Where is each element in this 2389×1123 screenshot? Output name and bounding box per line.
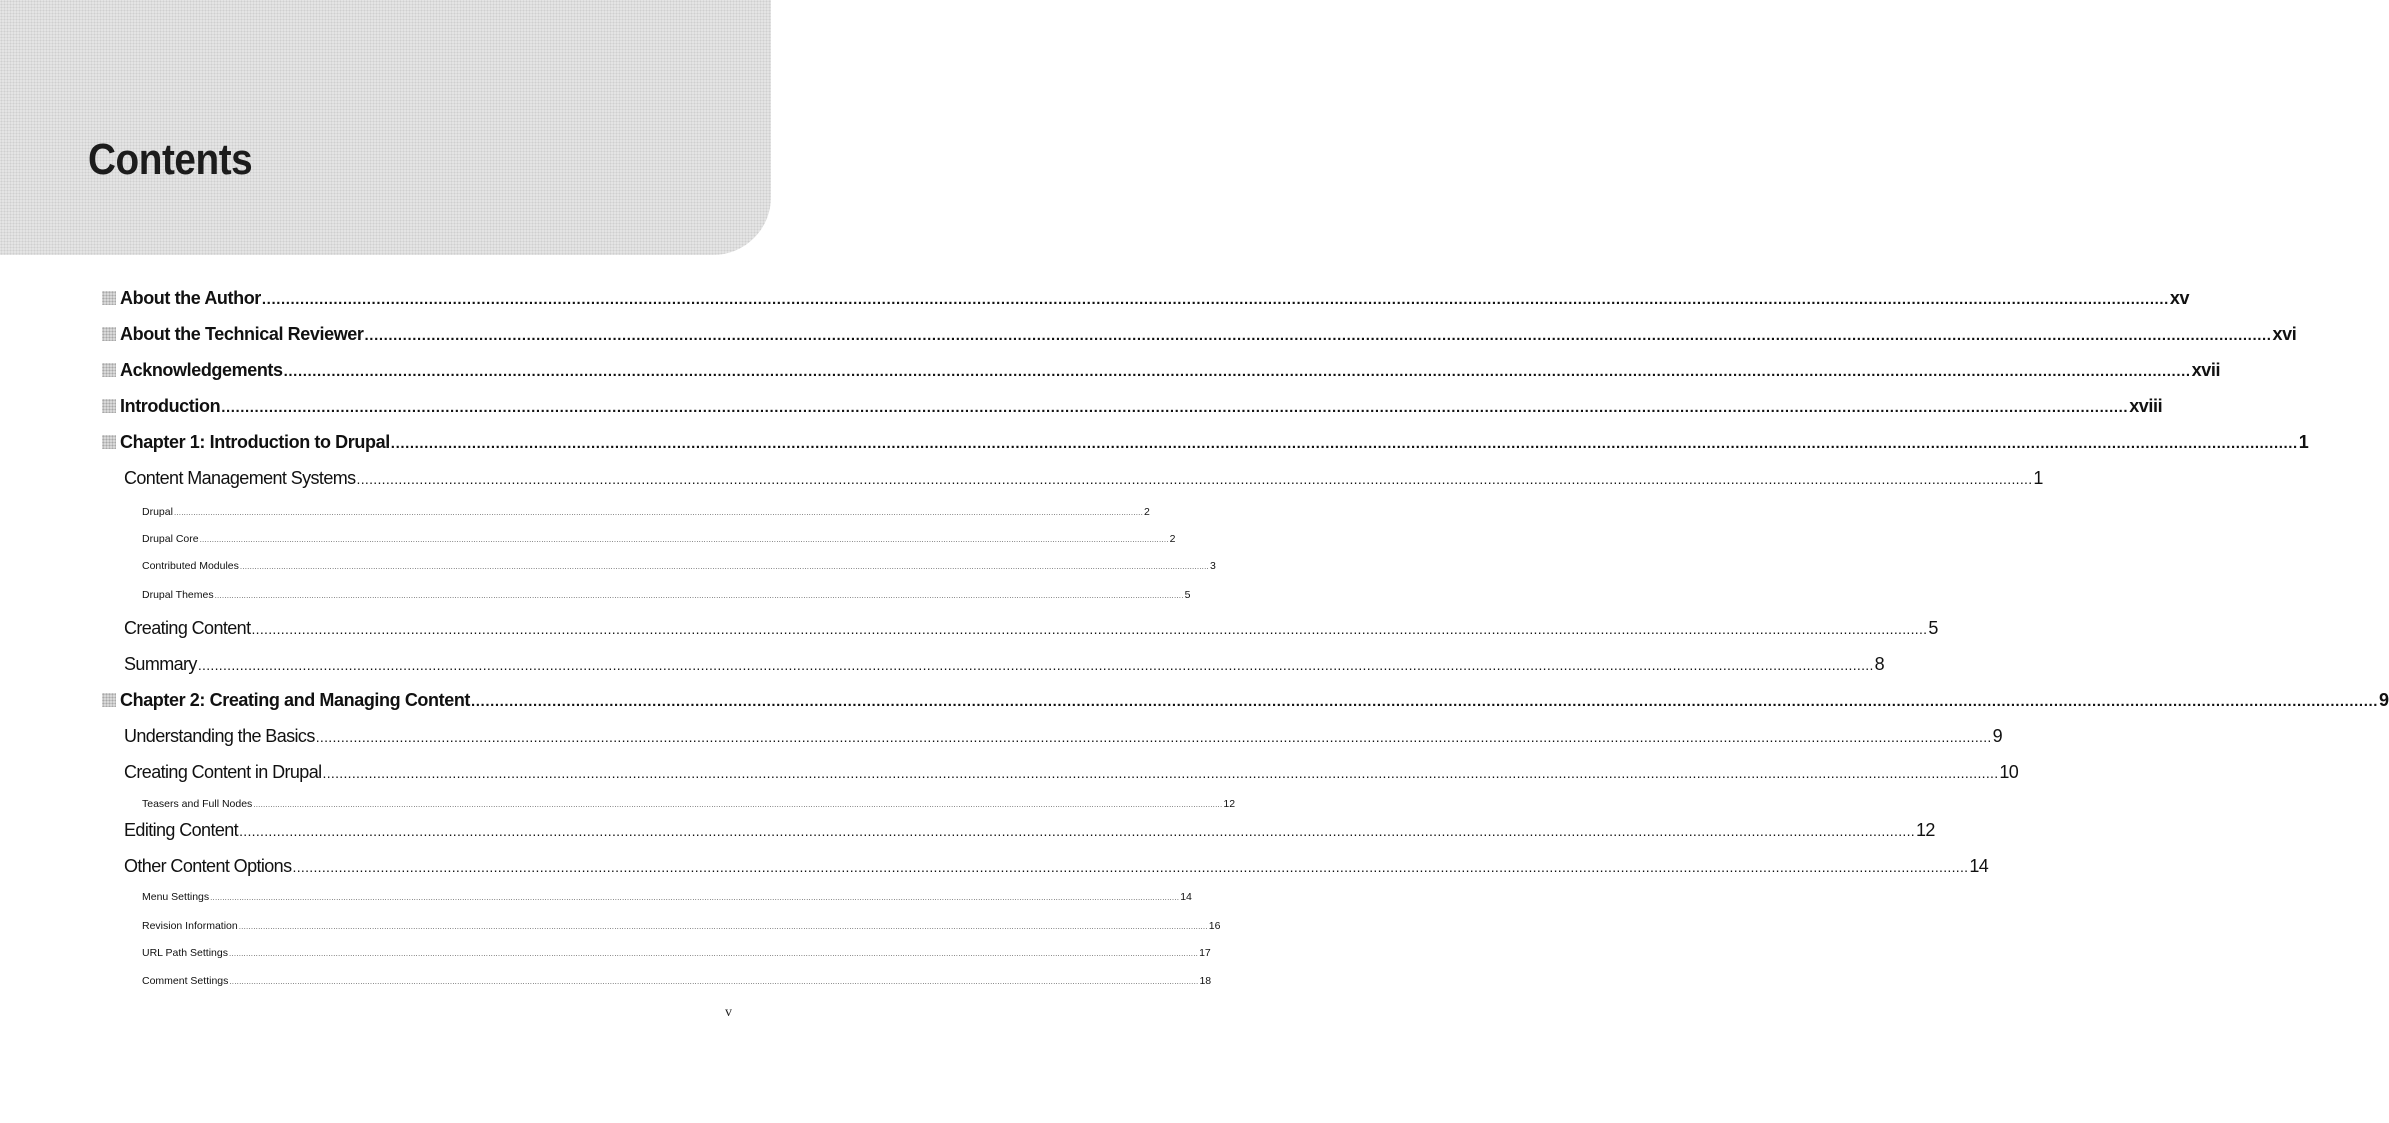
toc-entry-title: Drupal Core: [142, 533, 199, 545]
dot-leader: ................................................................................................................................................................................................................................................................................................................................................................................................................: [356, 471, 2033, 487]
dot-leader: ................................................................................................................................................................................................................................................................................................................................................................................................................: [199, 535, 1169, 544]
toc-entry-title: Acknowledgements: [120, 360, 283, 380]
toc-entry[interactable]: [124, 726, 2003, 747]
toc-entry-title: Summary: [124, 654, 197, 674]
toc-entry[interactable]: [142, 947, 1211, 959]
toc-entry-title: Comment Settings: [142, 975, 229, 987]
toc-entry-title: URL Path Settings: [142, 947, 228, 959]
toc-entry-title: Creating Content in Drupal: [124, 762, 322, 782]
toc-entry-title: Revision Information: [142, 920, 238, 932]
toc-entry[interactable]: [142, 560, 1216, 572]
toc-entry-title: About the Technical Reviewer: [120, 324, 364, 344]
toc-entry[interactable]: [120, 324, 2297, 345]
toc-entry[interactable]: [120, 690, 2389, 711]
toc-entry-page: 1: [2033, 468, 2043, 488]
page-title: Contents: [88, 135, 253, 184]
toc-entry-page: 12: [1915, 820, 1935, 840]
toc-entry-page: xvi: [2272, 324, 2297, 344]
toc-entry[interactable]: [142, 506, 1150, 518]
dot-leader: ................................................................................................................................................................................................................................................................................................................................................................................................................: [239, 562, 1209, 571]
toc-entry-title: Understanding the Basics: [124, 726, 315, 746]
dot-leader: ................................................................................................................................................................................................................................................................................................................................................................................................................: [283, 363, 2191, 380]
toc-entry-page: 9: [1992, 726, 2003, 746]
toc-entry-page: 14: [1969, 856, 1989, 876]
toc-entry-title: About the Author: [120, 288, 261, 308]
dot-leader: ................................................................................................................................................................................................................................................................................................................................................................................................................: [221, 399, 2129, 416]
dot-leader: ................................................................................................................................................................................................................................................................................................................................................................................................................: [173, 508, 1143, 517]
dot-leader: ................................................................................................................................................................................................................................................................................................................................................................................................................: [239, 823, 1915, 839]
toc-entry-page: 16: [1208, 920, 1221, 932]
dot-leader: ................................................................................................................................................................................................................................................................................................................................................................................................................: [261, 291, 2169, 308]
dot-leader: ................................................................................................................................................................................................................................................................................................................................................................................................................: [229, 949, 1199, 958]
toc-entry-page: xvii: [2191, 360, 2221, 380]
toc-entry[interactable]: [120, 360, 2221, 381]
section-marker-icon: [102, 327, 116, 341]
dot-leader: ................................................................................................................................................................................................................................................................................................................................................................................................................: [292, 859, 1969, 875]
toc-entry-title: Drupal: [142, 506, 173, 518]
dot-leader: ................................................................................................................................................................................................................................................................................................................................................................................................................: [322, 765, 1999, 781]
toc-entry-page: 9: [2379, 690, 2389, 710]
toc-entry-page: 18: [1199, 975, 1212, 987]
toc-entry-page: xv: [2169, 288, 2190, 308]
dot-leader: ................................................................................................................................................................................................................................................................................................................................................................................................................: [471, 693, 2379, 710]
toc-entry-page: 2: [1169, 533, 1176, 545]
dot-leader: ................................................................................................................................................................................................................................................................................................................................................................................................................: [390, 435, 2298, 452]
toc-entry-title: Creating Content: [124, 618, 251, 638]
toc-entry-title: Editing Content: [124, 820, 239, 840]
toc-entry[interactable]: [120, 432, 2309, 453]
toc-entry-page: 12: [1223, 798, 1236, 810]
toc-entry-page: 2: [1144, 506, 1150, 518]
toc-entry-page: 1: [2298, 432, 2309, 452]
toc-entry-page: 17: [1199, 947, 1211, 959]
dot-leader: ................................................................................................................................................................................................................................................................................................................................................................................................................: [364, 327, 2272, 344]
section-marker-icon: [102, 291, 116, 305]
toc-entry-title: Chapter 1: Introduction to Drupal: [120, 432, 390, 452]
toc-entry-title: Drupal Themes: [142, 589, 214, 601]
dot-leader: ................................................................................................................................................................................................................................................................................................................................................................................................................: [253, 800, 1223, 809]
toc-entry-page: 8: [1874, 654, 1885, 674]
toc-entry-title: Other Content Options: [124, 856, 292, 876]
toc-entry[interactable]: [142, 533, 1176, 545]
toc-entry[interactable]: [124, 468, 2043, 489]
toc-entry-page: xviii: [2129, 396, 2163, 416]
dot-leader: ................................................................................................................................................................................................................................................................................................................................................................................................................: [315, 729, 1992, 745]
toc-entry-page: 5: [1184, 589, 1191, 601]
toc-entry[interactable]: [120, 396, 2163, 417]
toc-entry[interactable]: [124, 654, 1885, 675]
toc-entry-title: Teasers and Full Nodes: [142, 798, 253, 810]
page-number: v: [725, 1005, 732, 1020]
toc-entry-title: Contributed Modules: [142, 560, 239, 572]
toc-entry[interactable]: [142, 975, 1212, 987]
toc-entry[interactable]: [124, 820, 1935, 841]
toc-entry-page: 10: [1999, 762, 2019, 782]
toc-entry[interactable]: [124, 762, 2019, 783]
section-marker-icon: [102, 363, 116, 377]
dot-leader: ................................................................................................................................................................................................................................................................................................................................................................................................................: [238, 922, 1208, 931]
toc-entry[interactable]: [120, 288, 2190, 309]
toc-entry[interactable]: [124, 856, 1989, 877]
dot-leader: ................................................................................................................................................................................................................................................................................................................................................................................................................: [210, 893, 1180, 902]
dot-leader: ................................................................................................................................................................................................................................................................................................................................................................................................................: [197, 657, 1874, 673]
toc-entry[interactable]: [142, 589, 1191, 601]
dot-leader: ................................................................................................................................................................................................................................................................................................................................................................................................................: [214, 591, 1184, 600]
toc-entry[interactable]: [142, 891, 1192, 903]
toc-entry-title: Content Management Systems: [124, 468, 356, 488]
toc-entry-page: 5: [1928, 618, 1938, 638]
toc-entry[interactable]: [142, 798, 1236, 810]
toc-entry-page: 14: [1180, 891, 1192, 903]
dot-leader: ................................................................................................................................................................................................................................................................................................................................................................................................................: [251, 621, 1928, 637]
toc-entry-title: Chapter 2: Creating and Managing Content: [120, 690, 471, 710]
toc-entry[interactable]: [142, 920, 1221, 932]
section-marker-icon: [102, 399, 116, 413]
section-marker-icon: [102, 693, 116, 707]
dot-leader: ................................................................................................................................................................................................................................................................................................................................................................................................................: [229, 977, 1199, 986]
section-marker-icon: [102, 435, 116, 449]
toc-entry[interactable]: [124, 618, 1938, 639]
toc-entry-title: Introduction: [120, 396, 221, 416]
toc-entry-title: Menu Settings: [142, 891, 210, 903]
toc-entry-page: 3: [1209, 560, 1216, 572]
